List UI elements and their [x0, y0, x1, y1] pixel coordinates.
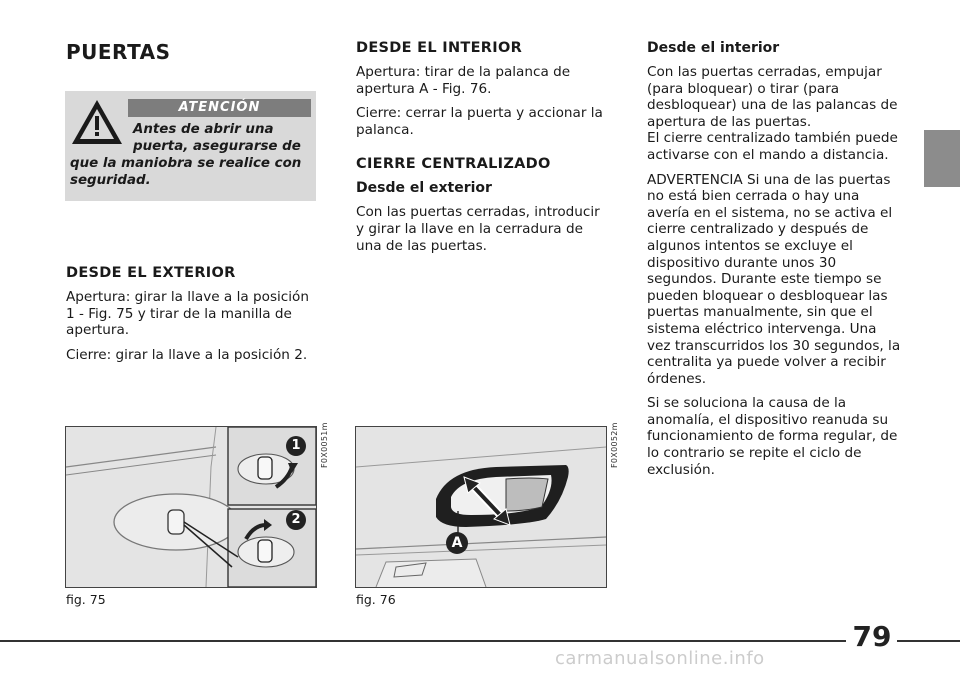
footer-rule-left [0, 640, 846, 642]
paragraph-centralizado-exterior: Con las puertas cerradas, introducir y girar la llave en la cerradura de una de las puertas. [356, 204, 600, 254]
heading-desde-el-interior: DESDE EL INTERIOR [356, 40, 523, 56]
warning-triangle-icon [69, 97, 125, 147]
heading-cierre-centralizado: CIERRE CENTRALIZADO [356, 156, 551, 173]
paragraph-centralizado-interior-b: El cierre centralizado también puede activarse con el mando a distancia. [647, 130, 898, 163]
footer-rule-right [897, 640, 960, 642]
subheading-desde-el-interior: Desde el interior [647, 40, 780, 56]
figure-76-caption: fig. 76 [356, 592, 396, 607]
figure-76-code: F0X0052m [610, 422, 619, 468]
badge-2-label: 2 [291, 512, 301, 527]
paragraph-advertencia: ADVERTENCIA Si una de las puertas no está bien cerrada o hay una avería en el sistema, no se activa el cierre centralizado y después de algunos intentos se excluye el dispositivo durante unos 30 segundos. Durante este tiempo se pueden bloquear o desbloquear las puertas manualmente, sin que el sistema eléctrico intervenga. Una vez transcurridos los 30 segundos, la centralita ya puede volver a recibir órdenes. [647, 171, 901, 387]
paragraph-anomalia: Si se soluciona la causa de la anomalía, el dispositivo reanuda su funcionamiento de forma regular, de lo contrario se repite el ciclo de exclusión. [647, 395, 898, 478]
section-tab-marker [924, 130, 960, 187]
warning-label: ATENCIÓN [128, 99, 311, 117]
badge-1-label: 1 [291, 438, 301, 453]
badge-1-icon [286, 436, 306, 460]
paragraph-cierre-interior: Cierre: cerrar la puerta y accionar la palanca. [356, 105, 603, 138]
paragraph-apertura-interior: Apertura: tirar de la palanca de apertura A - Fig. 76. [356, 64, 571, 97]
paragraph-centralizado-interior-a: Con las puertas cerradas, empujar (para bloquear) o tirar (para desbloquear) una de las palancas de apertura de las puertas. [647, 64, 898, 130]
figure-76-image [355, 426, 607, 588]
warning-text-line2: que la maniobra se realice con seguridad. [70, 156, 302, 188]
page-number: 79 [852, 620, 892, 653]
badge-a-icon [446, 532, 468, 558]
page-title: PUERTAS [66, 40, 171, 64]
column-exterior [66, 265, 316, 371]
paragraph-apertura-exterior: Apertura: girar la llave a la posición 1 - Fig. 75 y tirar de la manilla de apertura. [66, 289, 309, 339]
warning-box [65, 91, 316, 201]
paragraph-cierre-exterior: Cierre: girar la llave a la posición 2. [66, 346, 308, 363]
column-centralizado-interior [647, 40, 902, 486]
watermark: carmanualsonline.info [555, 648, 765, 669]
subheading-desde-el-exterior: Desde el exterior [356, 180, 492, 197]
heading-desde-el-exterior: DESDE EL EXTERIOR [66, 265, 236, 281]
badge-2-icon [286, 510, 306, 534]
badge-a-label: A [451, 535, 463, 551]
figure-75-image [65, 426, 317, 588]
figure-75-code: F0X0051m [320, 422, 329, 468]
column-interior [356, 40, 611, 262]
figure-75-caption: fig. 75 [66, 592, 106, 607]
warning-text-line1: Antes de abrir una puerta, asegurarse de [133, 122, 301, 154]
